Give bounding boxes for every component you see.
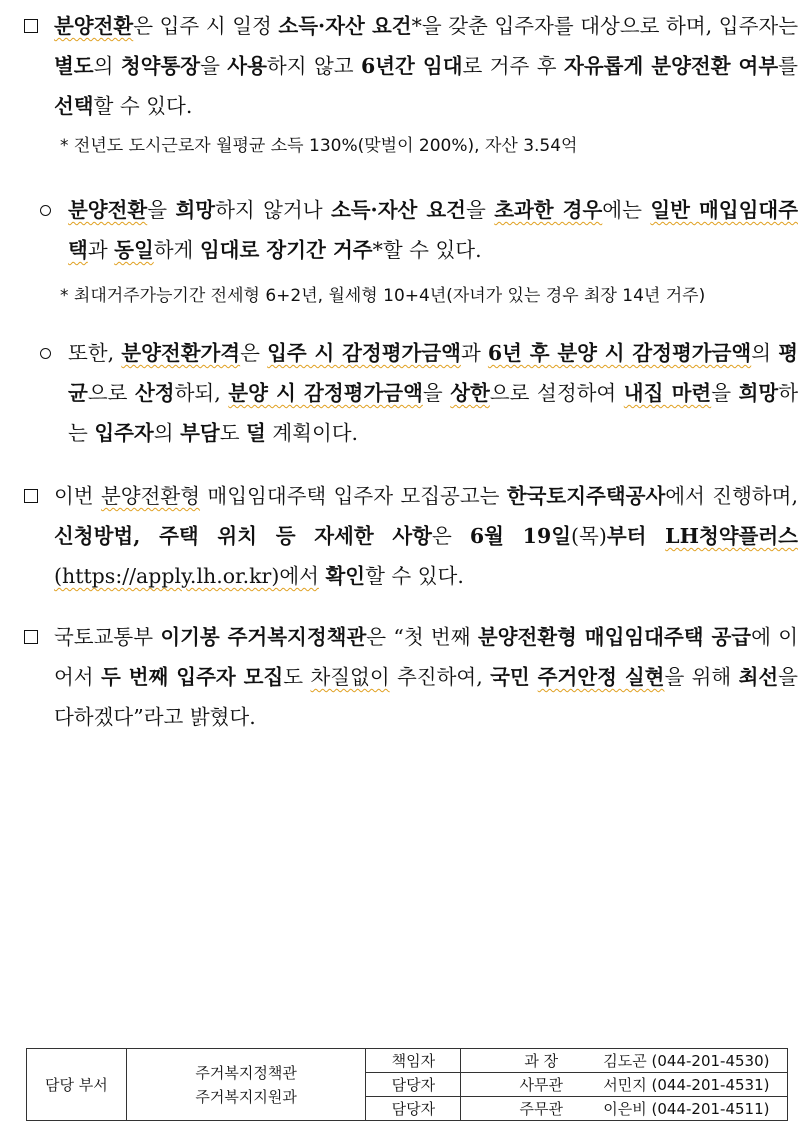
paragraph-2-text: 분양전환을 희망하지 않거나 소득·자산 요건을 초과한 경우에는 일반 매입임대주택과 동일하게 임대로 장기간 거주*할 수 있다. bbox=[68, 198, 798, 262]
dept-names bbox=[126, 1049, 366, 1121]
paragraph-4-text: 이번 분양전환형 매입임대주택 입주자 모집공고는 한국토지주택공사에서 진행하며, 신청방법, 주택 위치 등 자세한 사항은 6월 19일(목)부터 LH청약플러스(https://apply.lh.or.kr)에서 확인할 수 있다. bbox=[54, 484, 798, 588]
footnote-1: * 전년도 도시근로자 월평균 소득 130%(맞벌이 200%), 자산 3.54억 bbox=[60, 136, 578, 156]
paragraph-3 bbox=[34, 333, 798, 453]
paragraph-5-text: 국토교통부 이기봉 주거복지정책관은 “첫 번째 분양전환형 매입임대주택 공급에 이어서 두 번째 입주자 모집도 차질없이 추진하여, 국민 주거안정 실현을 위해 최선을 다하겠다”라고 밝혔다. bbox=[54, 625, 799, 729]
contact-name: 이은비 (044-201-4511) bbox=[603, 1100, 770, 1118]
square-bullet-icon bbox=[24, 630, 38, 644]
paragraph-1-text: 분양전환은 입주 시 일정 소득·자산 요건*을 갖춘 입주자를 대상으로 하며, 입주자는 별도의 청약통장을 사용하지 않고 6년간 임대로 거주 후 자유롭게 분양전환 여부를 선택할 수 있다. bbox=[54, 14, 798, 118]
paragraph-4 bbox=[20, 476, 798, 596]
contact-cell bbox=[461, 1049, 788, 1073]
dept-name-1: 주거복지정책관 bbox=[195, 1063, 297, 1082]
square-bullet-icon bbox=[24, 19, 38, 33]
contact-name: 서민지 (044-201-4531) bbox=[603, 1076, 770, 1094]
circle-bullet-icon bbox=[40, 205, 51, 216]
contact-cell bbox=[461, 1073, 788, 1097]
role-cell: 담당자 bbox=[366, 1097, 461, 1121]
contact-cell bbox=[461, 1097, 788, 1121]
role-cell: 담당자 bbox=[366, 1073, 461, 1097]
footnote-2: * 최대거주가능기간 전세형 6+2년, 월세형 10+4년(자녀가 있는 경우 최장 14년 거주) bbox=[60, 286, 706, 306]
square-bullet-icon bbox=[24, 489, 38, 503]
table-row bbox=[27, 1049, 788, 1073]
paragraph-3-text: 또한, 분양전환가격은 입주 시 감정평가금액과 6년 후 분양 시 감정평가금액의 평균으로 산정하되, 분양 시 감정평가금액을 상한으로 설정하여 내집 마련을 희망하는 입주자의 부담도 덜 계획이다. bbox=[68, 341, 798, 445]
contact-table bbox=[26, 1048, 788, 1121]
contact-name: 김도곤 (044-201-4530) bbox=[603, 1052, 770, 1070]
contact-title: 사무관 bbox=[519, 1076, 564, 1094]
paragraph-5 bbox=[20, 617, 798, 737]
dept-label: 담당 부서 bbox=[27, 1049, 127, 1121]
contact-title: 주무관 bbox=[519, 1100, 564, 1118]
paragraph-2 bbox=[34, 190, 798, 270]
contact-title: 과 장 bbox=[524, 1052, 559, 1070]
paragraph-1 bbox=[20, 6, 798, 126]
circle-bullet-icon bbox=[40, 348, 51, 359]
role-cell: 책임자 bbox=[366, 1049, 461, 1073]
dept-name-2: 주거복지지원과 bbox=[195, 1087, 297, 1106]
